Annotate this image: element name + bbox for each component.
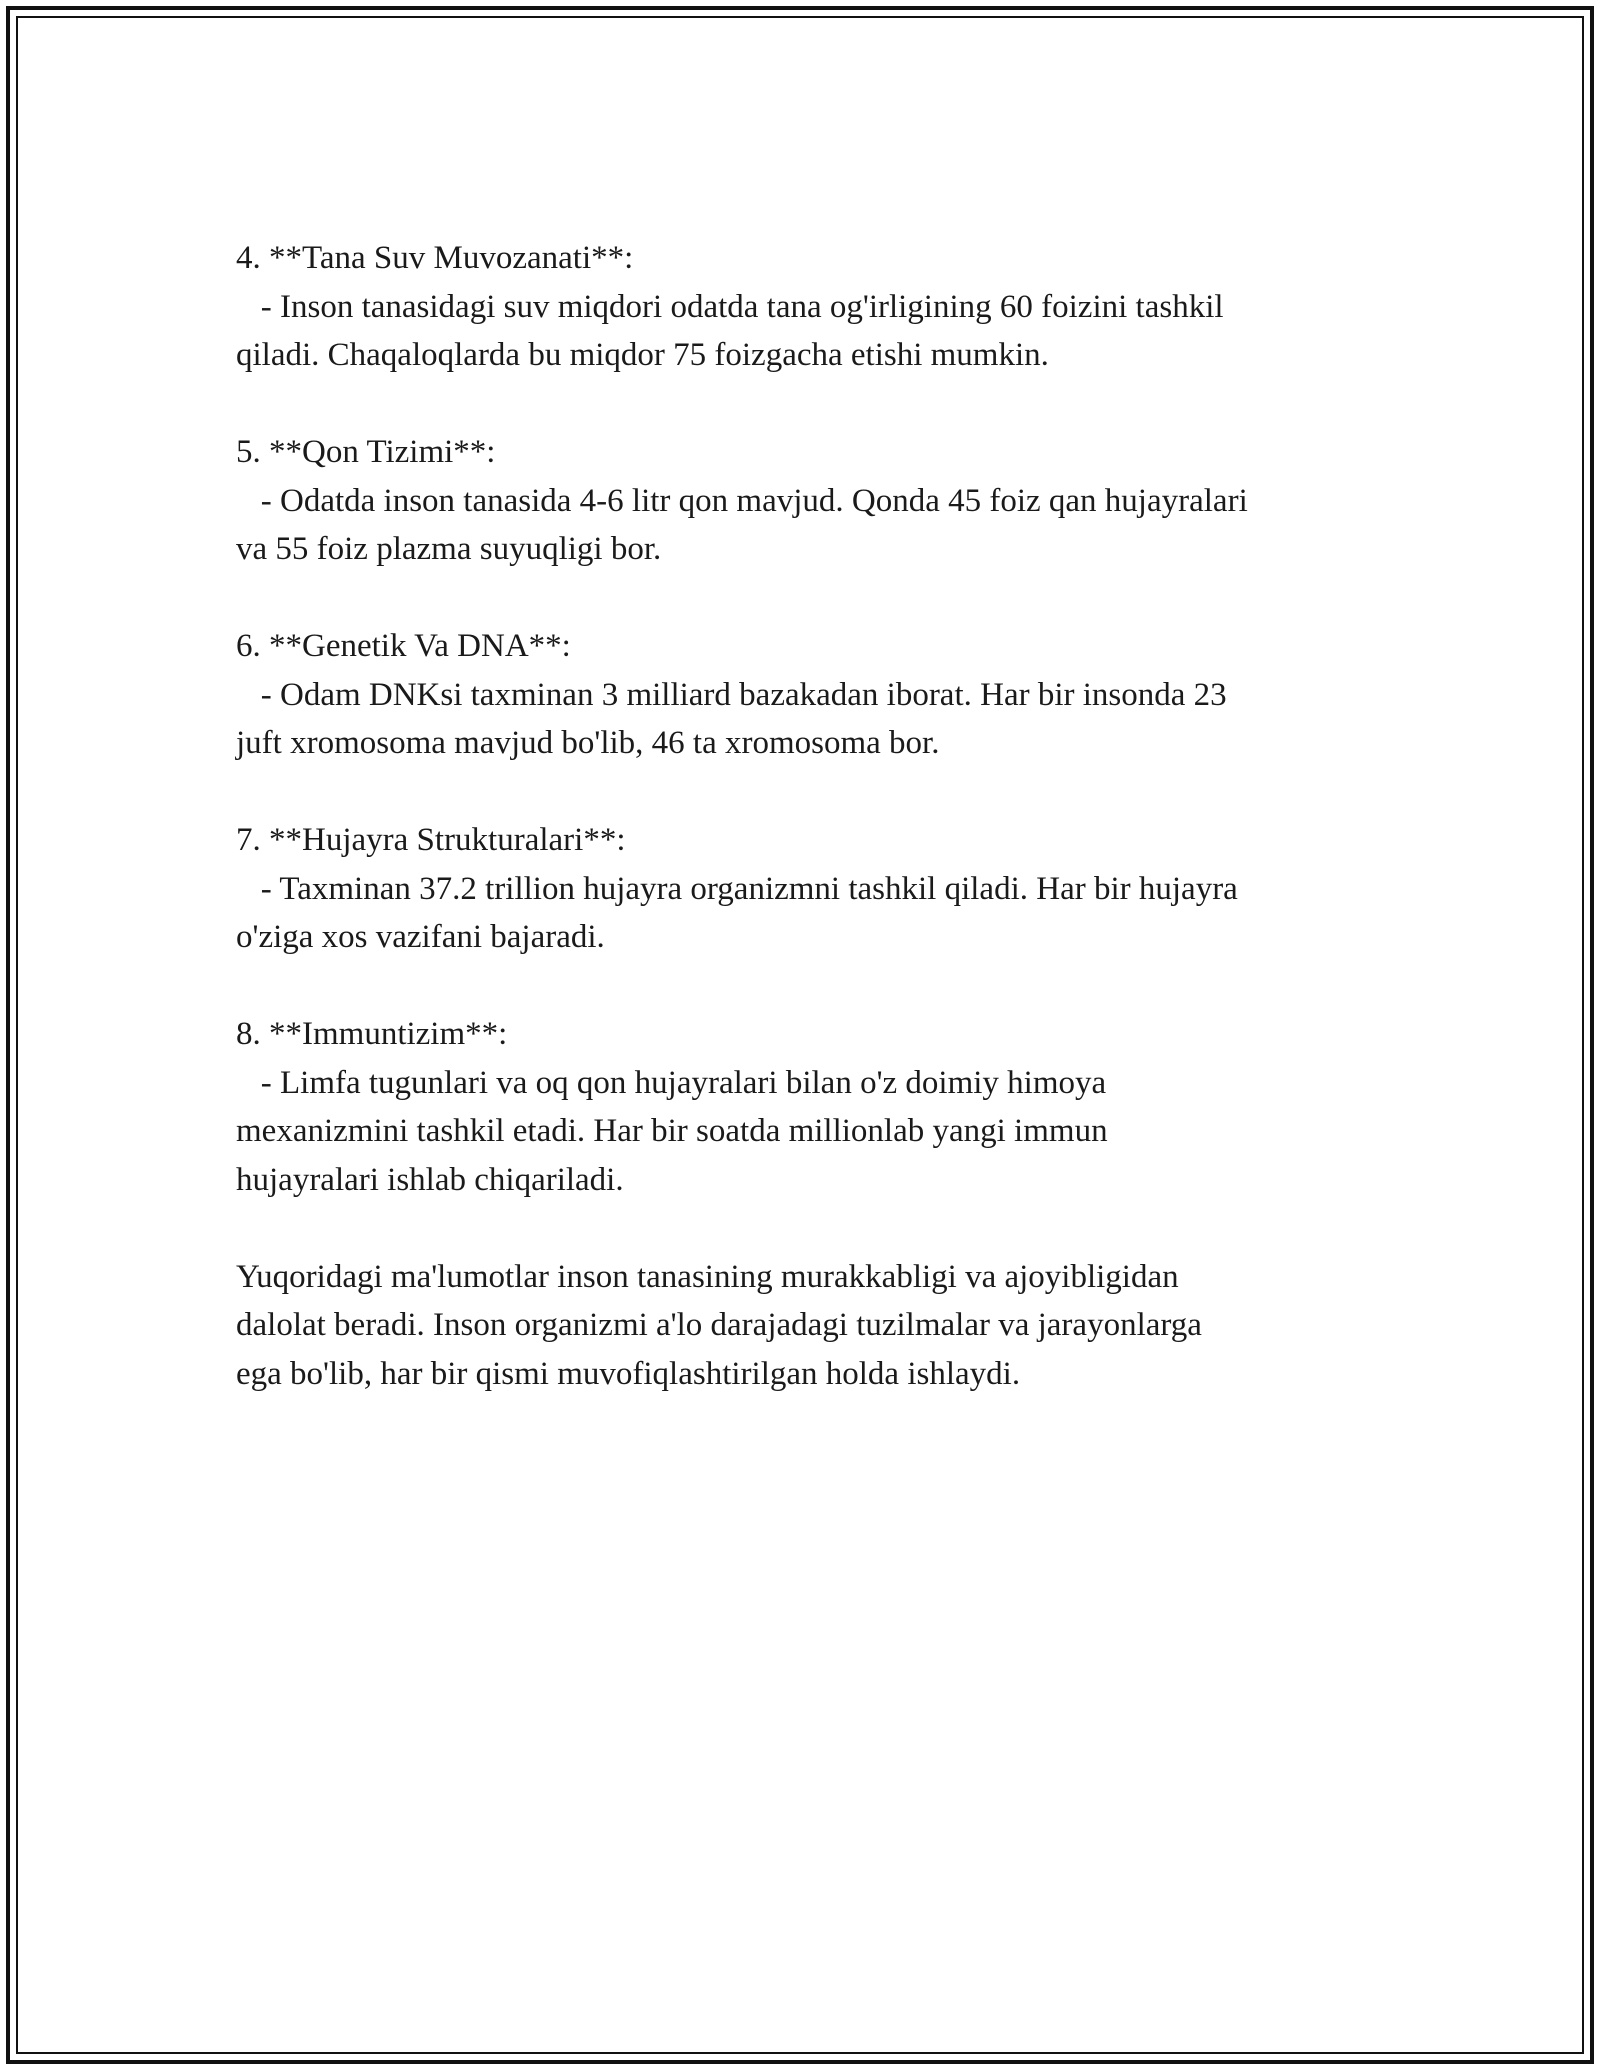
conclusion-text-line: dalolat beradi. Inson organizmi a'lo darajadagi tuzilmalar va jarayonlarga — [236, 1307, 1202, 1343]
section-immuntizim — [236, 1010, 1386, 1204]
section-text-line: hujayralari ishlab chiqariladi. — [236, 1161, 624, 1198]
section-text-line: juft xromosoma mavjud bo'lib, 46 ta xromosoma bor. — [236, 725, 940, 761]
section-hujayra-strukturalari — [236, 816, 1386, 962]
section-qon-tizimi — [236, 428, 1386, 574]
section-tana-suv-muvozanati — [236, 234, 1386, 380]
section-text-line: va 55 foiz plazma suyuqligi bor. — [236, 531, 662, 567]
section-text-line: - Odam DNKsi taxminan 3 milliard bazakadan iborat. Har bir insonda 23 — [236, 676, 1227, 713]
section-text-line: - Taxminan 37.2 trillion hujayra organizmni tashkil qiladi. Har bir hujayra — [236, 870, 1238, 907]
section-heading: 8. **Immuntizim**: — [236, 1016, 508, 1052]
section-text-line: - Inson tanasidagi suv miqdori odatda tana og'irligining 60 foizini tashkil — [236, 288, 1224, 325]
section-heading: 4. **Tana Suv Muvozanati**: — [236, 240, 634, 276]
section-text-line: - Odatda inson tanasida 4-6 litr qon mavjud. Qonda 45 foiz qan hujayralari — [236, 482, 1248, 519]
conclusion-text-line: Yuqoridagi ma'lumotlar inson tanasining murakkabligi va ajoyibligidan — [236, 1258, 1179, 1295]
section-text-line: o'ziga xos vazifani bajaradi. — [236, 919, 605, 955]
document-body — [236, 234, 1386, 1447]
section-genetik-va-dna — [236, 622, 1386, 768]
conclusion-text-line: ega bo'lib, har bir qismi muvofiqlashtirilgan holda ishlaydi. — [236, 1355, 1021, 1392]
section-heading: 5. **Qon Tizimi**: — [236, 434, 496, 470]
section-text-line: mexanizmini tashkil etadi. Har bir soatda millionlab yangi immun — [236, 1113, 1108, 1149]
section-text-line: - Limfa tugunlari va oq qon hujayralari bilan o'z doimiy himoya — [236, 1064, 1107, 1101]
section-heading: 6. **Genetik Va DNA**: — [236, 628, 571, 664]
section-text-line: qiladi. Chaqaloqlarda bu miqdor 75 foizgacha etishi mumkin. — [236, 337, 1049, 373]
conclusion-paragraph — [236, 1253, 1386, 1399]
section-heading: 7. **Hujayra Strukturalari**: — [236, 822, 626, 858]
